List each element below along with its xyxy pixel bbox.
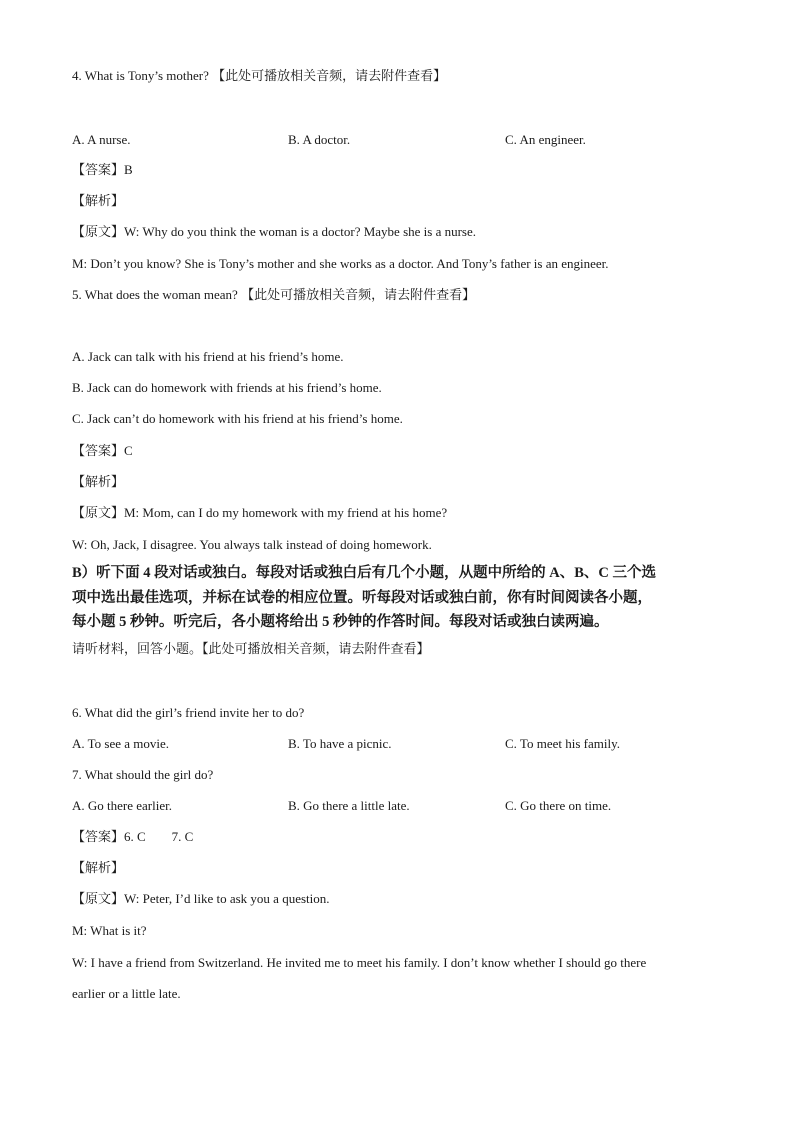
q4-option-b: B. A doctor.: [288, 132, 351, 147]
q5-option-c: C. Jack can’t do homework with his friend at his friend’s home.: [72, 411, 403, 426]
q5-answer: 【答案】C: [72, 443, 133, 458]
q67-analysis: 【解析】: [72, 860, 125, 875]
q4-answer: 【答案】B: [72, 162, 133, 177]
q6-option-c: C. To meet his family.: [505, 736, 620, 751]
section-b-instruction-2: 项中选出最佳选项，并标在试卷的相应位置。听每段对话或独白前，你有时间阅读各小题，: [72, 590, 652, 606]
q5-option-a: A. Jack can talk with his friend at his friend’s home.: [72, 349, 344, 364]
section-b-instruction-3: 每小题 5 秒钟。听完后，各小题将给出 5 秒钟的作答时间。每段对话或独白读两遍。: [72, 614, 609, 630]
q5-transcript-1: 【原文】M: Mom, can I do my homework with my friend at his home?: [72, 505, 448, 520]
q5-analysis: 【解析】: [72, 474, 125, 489]
question-7: 7. What should the girl do?: [72, 767, 214, 782]
q7-option-a: A. Go there earlier.: [72, 798, 172, 813]
q7-option-b: B. Go there a little late.: [288, 798, 410, 813]
q6-option-a: A. To see a movie.: [72, 736, 170, 751]
q4-transcript-1: 【原文】W: Why do you think the woman is a doctor? Maybe she is a nurse.: [72, 224, 477, 239]
section-b-instruction-1: B）听下面 4 段对话或独白。每段对话或独白后有几个小题，从题中所给的 A、B、C 三个选: [72, 565, 657, 581]
q67-transcript-1: 【原文】W: Peter, I’d like to ask you a question.: [72, 891, 330, 906]
q67-transcript-2: M: What is it?: [72, 923, 147, 938]
q4-analysis: 【解析】: [72, 193, 125, 208]
q4-option-c: C. An engineer.: [505, 132, 586, 147]
q67-answer: 【答案】6. C 7. C: [72, 829, 194, 844]
question-4: 4. What is Tony’s mother? 【此处可播放相关音频，请去附件查看】: [72, 68, 447, 83]
q67-transcript-4: earlier or a little late.: [72, 986, 181, 1001]
q6-option-b: B. To have a picnic.: [288, 736, 392, 751]
question-5: 5. What does the woman mean? 【此处可播放相关音频，请去附件查看】: [72, 287, 476, 302]
q5-transcript-2: W: Oh, Jack, I disagree. You always talk instead of doing homework.: [72, 537, 432, 552]
q67-transcript-3: W: I have a friend from Switzerland. He invited me to meet his family. I don’t know whether I should go there: [72, 955, 647, 970]
q7-option-c: C. Go there on time.: [505, 798, 612, 813]
section-b-prompt: 请听材料，回答小题。【此处可播放相关音频，请去附件查看】: [72, 642, 430, 657]
q4-transcript-2: M: Don’t you know? She is Tony’s mother and she works as a doctor. And Tony’s father is an engineer.: [72, 256, 609, 271]
q5-option-b: B. Jack can do homework with friends at his friend’s home.: [72, 380, 382, 395]
q4-option-a: A. A nurse.: [72, 132, 131, 147]
question-6: 6. What did the girl’s friend invite her to do?: [72, 705, 305, 720]
